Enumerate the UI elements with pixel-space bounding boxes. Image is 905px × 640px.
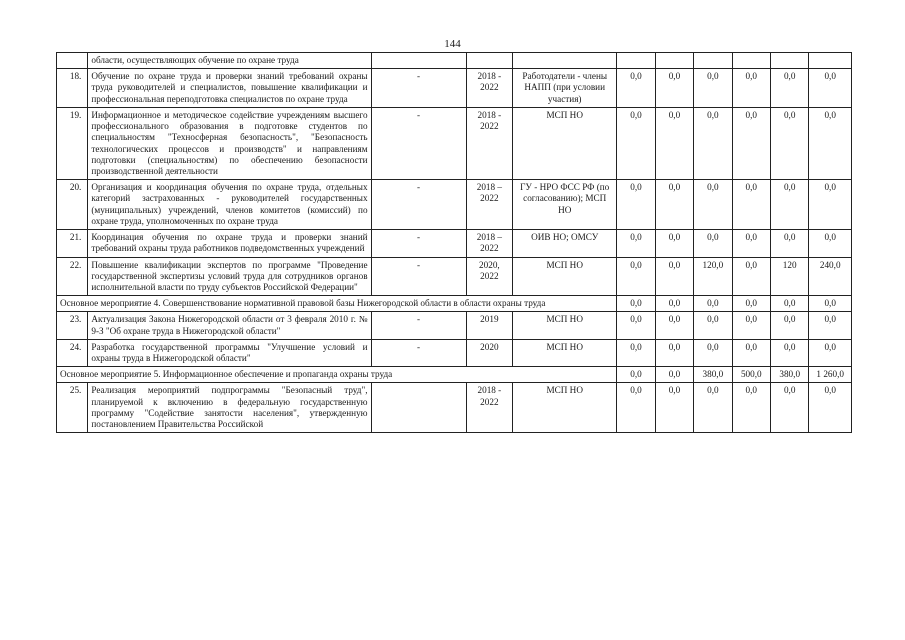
term-cell: 2018 - 2022 — [466, 383, 513, 433]
table-row — [57, 312, 852, 339]
funding-value: 0,0 — [655, 296, 693, 312]
funding-value: 0,0 — [732, 339, 770, 366]
funding-value: 0,0 — [770, 312, 808, 339]
co-executor-cell — [371, 383, 466, 433]
term-cell: 2018 - 2022 — [466, 69, 513, 108]
page-number: 144 — [444, 38, 461, 50]
co-executor-cell: - — [371, 312, 466, 339]
funding-value: 0,0 — [617, 257, 655, 296]
funding-value: 0,0 — [809, 69, 852, 108]
term-cell: 2018 – 2022 — [466, 180, 513, 230]
funding-value: 0,0 — [617, 312, 655, 339]
row-number: 21. — [57, 230, 88, 257]
funding-value: 0,0 — [770, 339, 808, 366]
executor-cell: МСП НО — [513, 107, 617, 179]
term-cell: 2020, 2022 — [466, 257, 513, 296]
row-number: 22. — [57, 257, 88, 296]
executor-cell: МСП НО — [513, 312, 617, 339]
funding-value: 0,0 — [617, 230, 655, 257]
row-number: 19. — [57, 107, 88, 179]
funding-value: 0,0 — [732, 296, 770, 312]
executor-cell: МСП НО — [513, 383, 617, 433]
activity-name: Актуализация Закона Нижегородской области от 3 февраля 2010 г. № 9-З "Об охране труда в Нижегородской области" — [88, 312, 371, 339]
funding-value: 0,0 — [809, 312, 852, 339]
section-title: Основное мероприятие 5. Информационное обеспечение и пропаганда охраны труда — [57, 367, 617, 383]
funding-value: 0,0 — [770, 230, 808, 257]
executor-cell: Работодатели - члены НАПП (при условии участия) — [513, 69, 617, 108]
activity-name: Повышение квалификации экспертов по программе "Проведение государственной экспертизы условий труда для сотрудников органов исполнительной власти по труду субъектов Российской Федерации" — [88, 257, 371, 296]
funding-value: 0,0 — [770, 296, 808, 312]
term-cell: 2018 – 2022 — [466, 230, 513, 257]
table-row — [57, 230, 852, 257]
funding-value: 0,0 — [655, 383, 693, 433]
row-number: 23. — [57, 312, 88, 339]
activity-name: Обучение по охране труда и проверки знаний требований охраны труда руководителей и специалистов, повышение квалификации и профессиональная переподготовка специалистов по охране труда — [88, 69, 371, 108]
section-title: Основное мероприятие 4. Совершенствование нормативной правовой базы Нижегородской области в области охраны труда — [57, 296, 617, 312]
funding-value: 0,0 — [809, 296, 852, 312]
funding-value: 0,0 — [617, 296, 655, 312]
co-executor-cell: - — [371, 180, 466, 230]
funding-value: 0,0 — [655, 69, 693, 108]
co-executor-cell: - — [371, 230, 466, 257]
funding-value: 120,0 — [694, 257, 732, 296]
activity-name: Реализация мероприятий подпрограммы "Безопасный труд", планируемой к включению в федеральную государственную программу "Содействие занятости населения", утвержденную постановлением Правительства Российской — [88, 383, 371, 433]
funding-value: 0,0 — [732, 69, 770, 108]
funding-value: 0,0 — [617, 107, 655, 179]
funding-value: 0,0 — [617, 69, 655, 108]
row-number: 20. — [57, 180, 88, 230]
term-cell: 2018 - 2022 — [466, 107, 513, 179]
co-executor-cell: - — [371, 69, 466, 108]
table-row-continued — [57, 53, 852, 69]
funding-value: 0,0 — [694, 107, 732, 179]
funding-value: 0,0 — [770, 107, 808, 179]
table-body — [57, 53, 852, 433]
section-row — [57, 367, 852, 383]
co-executor-cell: - — [371, 257, 466, 296]
co-executor-cell: - — [371, 339, 466, 366]
funding-value: 0,0 — [617, 367, 655, 383]
executor-cell: ГУ - НРО ФСС РФ (по согласованию); МСП НО — [513, 180, 617, 230]
funding-value: 0,0 — [809, 107, 852, 179]
activity-name: Координация обучения по охране труда и проверки знаний требований охраны труда работников подведомственных учреждений — [88, 230, 371, 257]
funding-value: 0,0 — [732, 383, 770, 433]
co-executor-cell: - — [371, 107, 466, 179]
funding-value: 0,0 — [732, 180, 770, 230]
row-number — [57, 53, 88, 69]
funding-value: 0,0 — [655, 257, 693, 296]
funding-value: 0,0 — [617, 180, 655, 230]
activity-name: Организация и координация обучения по охране труда, отдельных категорий застрахованных - руководителей государственных (муниципальных) учреждений, членов комитетов (комиссий) по охране труда, уполномоченных по охране труда — [88, 180, 371, 230]
funding-value: 0,0 — [694, 383, 732, 433]
executor-cell: МСП НО — [513, 257, 617, 296]
funding-value: 380,0 — [694, 367, 732, 383]
funding-value: 0,0 — [732, 230, 770, 257]
funding-value: 0,0 — [770, 383, 808, 433]
funding-value: 120 — [770, 257, 808, 296]
funding-value: 0,0 — [694, 312, 732, 339]
activity-name: Информационное и методическое содействие учреждениям высшего профессионального образования в подготовке студентов по специальностям "Техносферная безопасность", "Безопасность технологических процессов и производств" и направлениям подготовки (специальностям) по обеспечению безопасности производственной деятельности — [88, 107, 371, 179]
executor-cell: ОИВ НО; ОМСУ — [513, 230, 617, 257]
funding-value: 0,0 — [655, 180, 693, 230]
executor-cell: МСП НО — [513, 339, 617, 366]
funding-value: 0,0 — [655, 367, 693, 383]
table-row — [57, 69, 852, 108]
funding-value: 0,0 — [655, 230, 693, 257]
row-number: 18. — [57, 69, 88, 108]
funding-value: 0,0 — [617, 383, 655, 433]
funding-value: 0,0 — [694, 339, 732, 366]
funding-value: 0,0 — [732, 312, 770, 339]
funding-value: 0,0 — [732, 107, 770, 179]
table-row — [57, 180, 852, 230]
table-row — [57, 383, 852, 433]
funding-value: 0,0 — [694, 180, 732, 230]
funding-value: 0,0 — [655, 107, 693, 179]
funding-value: 0,0 — [694, 69, 732, 108]
activities-table — [56, 52, 852, 433]
table-row — [57, 339, 852, 366]
funding-value: 240,0 — [809, 257, 852, 296]
term-cell: 2019 — [466, 312, 513, 339]
funding-value: 0,0 — [809, 180, 852, 230]
funding-value: 500,0 — [732, 367, 770, 383]
funding-value: 0,0 — [732, 257, 770, 296]
funding-value: 1 260,0 — [809, 367, 852, 383]
table-row — [57, 257, 852, 296]
funding-value: 0,0 — [655, 312, 693, 339]
funding-value: 0,0 — [809, 339, 852, 366]
funding-value: 380,0 — [770, 367, 808, 383]
activity-name: Разработка государственной программы "Улучшение условий и охраны труда в Нижегородской области" — [88, 339, 371, 366]
funding-value: 0,0 — [655, 339, 693, 366]
funding-value: 0,0 — [770, 69, 808, 108]
table-row — [57, 107, 852, 179]
term-cell: 2020 — [466, 339, 513, 366]
row-number: 24. — [57, 339, 88, 366]
activity-name: области, осуществляющих обучение по охране труда — [88, 53, 371, 69]
funding-value: 0,0 — [694, 230, 732, 257]
row-number: 25. — [57, 383, 88, 433]
funding-value: 0,0 — [617, 339, 655, 366]
section-row — [57, 296, 852, 312]
funding-value: 0,0 — [809, 383, 852, 433]
funding-value: 0,0 — [770, 180, 808, 230]
funding-value: 0,0 — [809, 230, 852, 257]
funding-value: 0,0 — [694, 296, 732, 312]
